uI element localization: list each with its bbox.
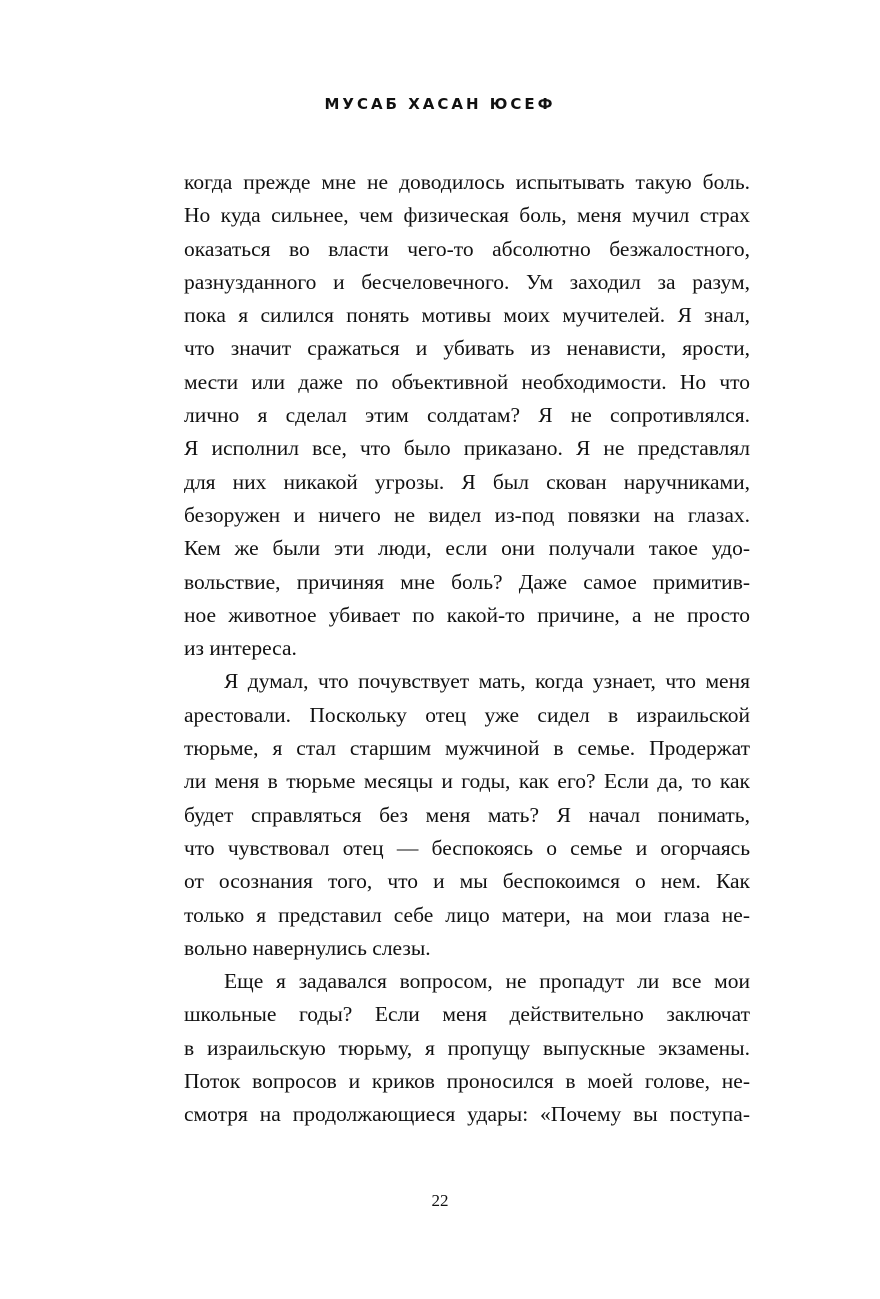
text-line: от осознания того, что и мы беспокоимся о нем. Как	[184, 869, 750, 894]
text-line: тюрьме, я стал старшим мужчиной в семье. Продержат	[184, 736, 750, 761]
text-line: Но куда сильнее, чем физическая боль, меня мучил страх	[184, 203, 750, 228]
text-line: вольствие, причиняя мне боль? Даже самое примитив-	[184, 569, 750, 594]
body-text	[184, 166, 750, 1132]
text-line: школьные годы? Если меня действительно заключат	[184, 1002, 750, 1027]
paragraph-2	[184, 665, 750, 965]
text-line: лично я сделал этим солдатам? Я не сопротивлялся.	[184, 403, 750, 428]
paragraph-3	[184, 965, 750, 1131]
text-line: когда прежде мне не доводилось испытывать такую боль.	[184, 170, 750, 194]
text-line: смотря на продолжающиеся удары: «Почему вы поступа-	[184, 1102, 750, 1127]
text-line: пока я силился понять мотивы моих мучителей. Я знал,	[184, 303, 750, 328]
running-header-author: МУСАБ ХАСАН ЮСЕФ	[324, 95, 556, 113]
text-line: только я представил себе лицо матери, на мои глаза не-	[184, 902, 750, 927]
text-line: оказаться во власти чего-то абсолютно безжалостного,	[184, 236, 750, 261]
text-line: в израильскую тюрьму, я пропущу выпускные экзамены.	[184, 1035, 750, 1060]
paragraph-1	[184, 166, 750, 665]
page-number: 22	[431, 1191, 449, 1210]
text-line: Еще я задавался вопросом, не пропадут ли все мои	[224, 969, 750, 994]
text-line: Я исполнил все, что было приказано. Я не представлял	[184, 436, 750, 461]
text-line: что чувствовал отец — беспокоясь о семье и огорчаясь	[184, 835, 750, 860]
text-line: Кем же были эти люди, если они получали такое удо-	[184, 536, 750, 561]
text-line: безоружен и ничего не видел из-под повязки на глазах.	[184, 502, 750, 527]
text-line: мести или даже по объективной необходимости. Но что	[184, 369, 750, 394]
text-line: арестовали. Поскольку отец уже сидел в израильской	[184, 702, 750, 727]
text-line: Поток вопросов и криков проносился в моей голове, не-	[184, 1069, 750, 1094]
text-line: разнузданного и бесчеловечного. Ум заходил за разум,	[184, 269, 750, 294]
text-line: для них никакой угрозы. Я был скован наручниками,	[184, 469, 750, 494]
text-line: будет справляться без меня мать? Я начал понимать,	[184, 802, 750, 827]
text-line: ли меня в тюрьме месяцы и годы, как его? Если да, то как	[184, 769, 750, 794]
text-line: что значит сражаться и убивать из ненависти, ярости,	[184, 336, 750, 361]
text-line: вольно навернулись слезы.	[184, 935, 431, 960]
text-line: из интереса.	[184, 636, 297, 661]
text-line: Я думал, что почувствует мать, когда узнает, что меня	[224, 669, 750, 694]
text-line: ное животное убивает по какой-то причине, а не просто	[184, 602, 750, 627]
